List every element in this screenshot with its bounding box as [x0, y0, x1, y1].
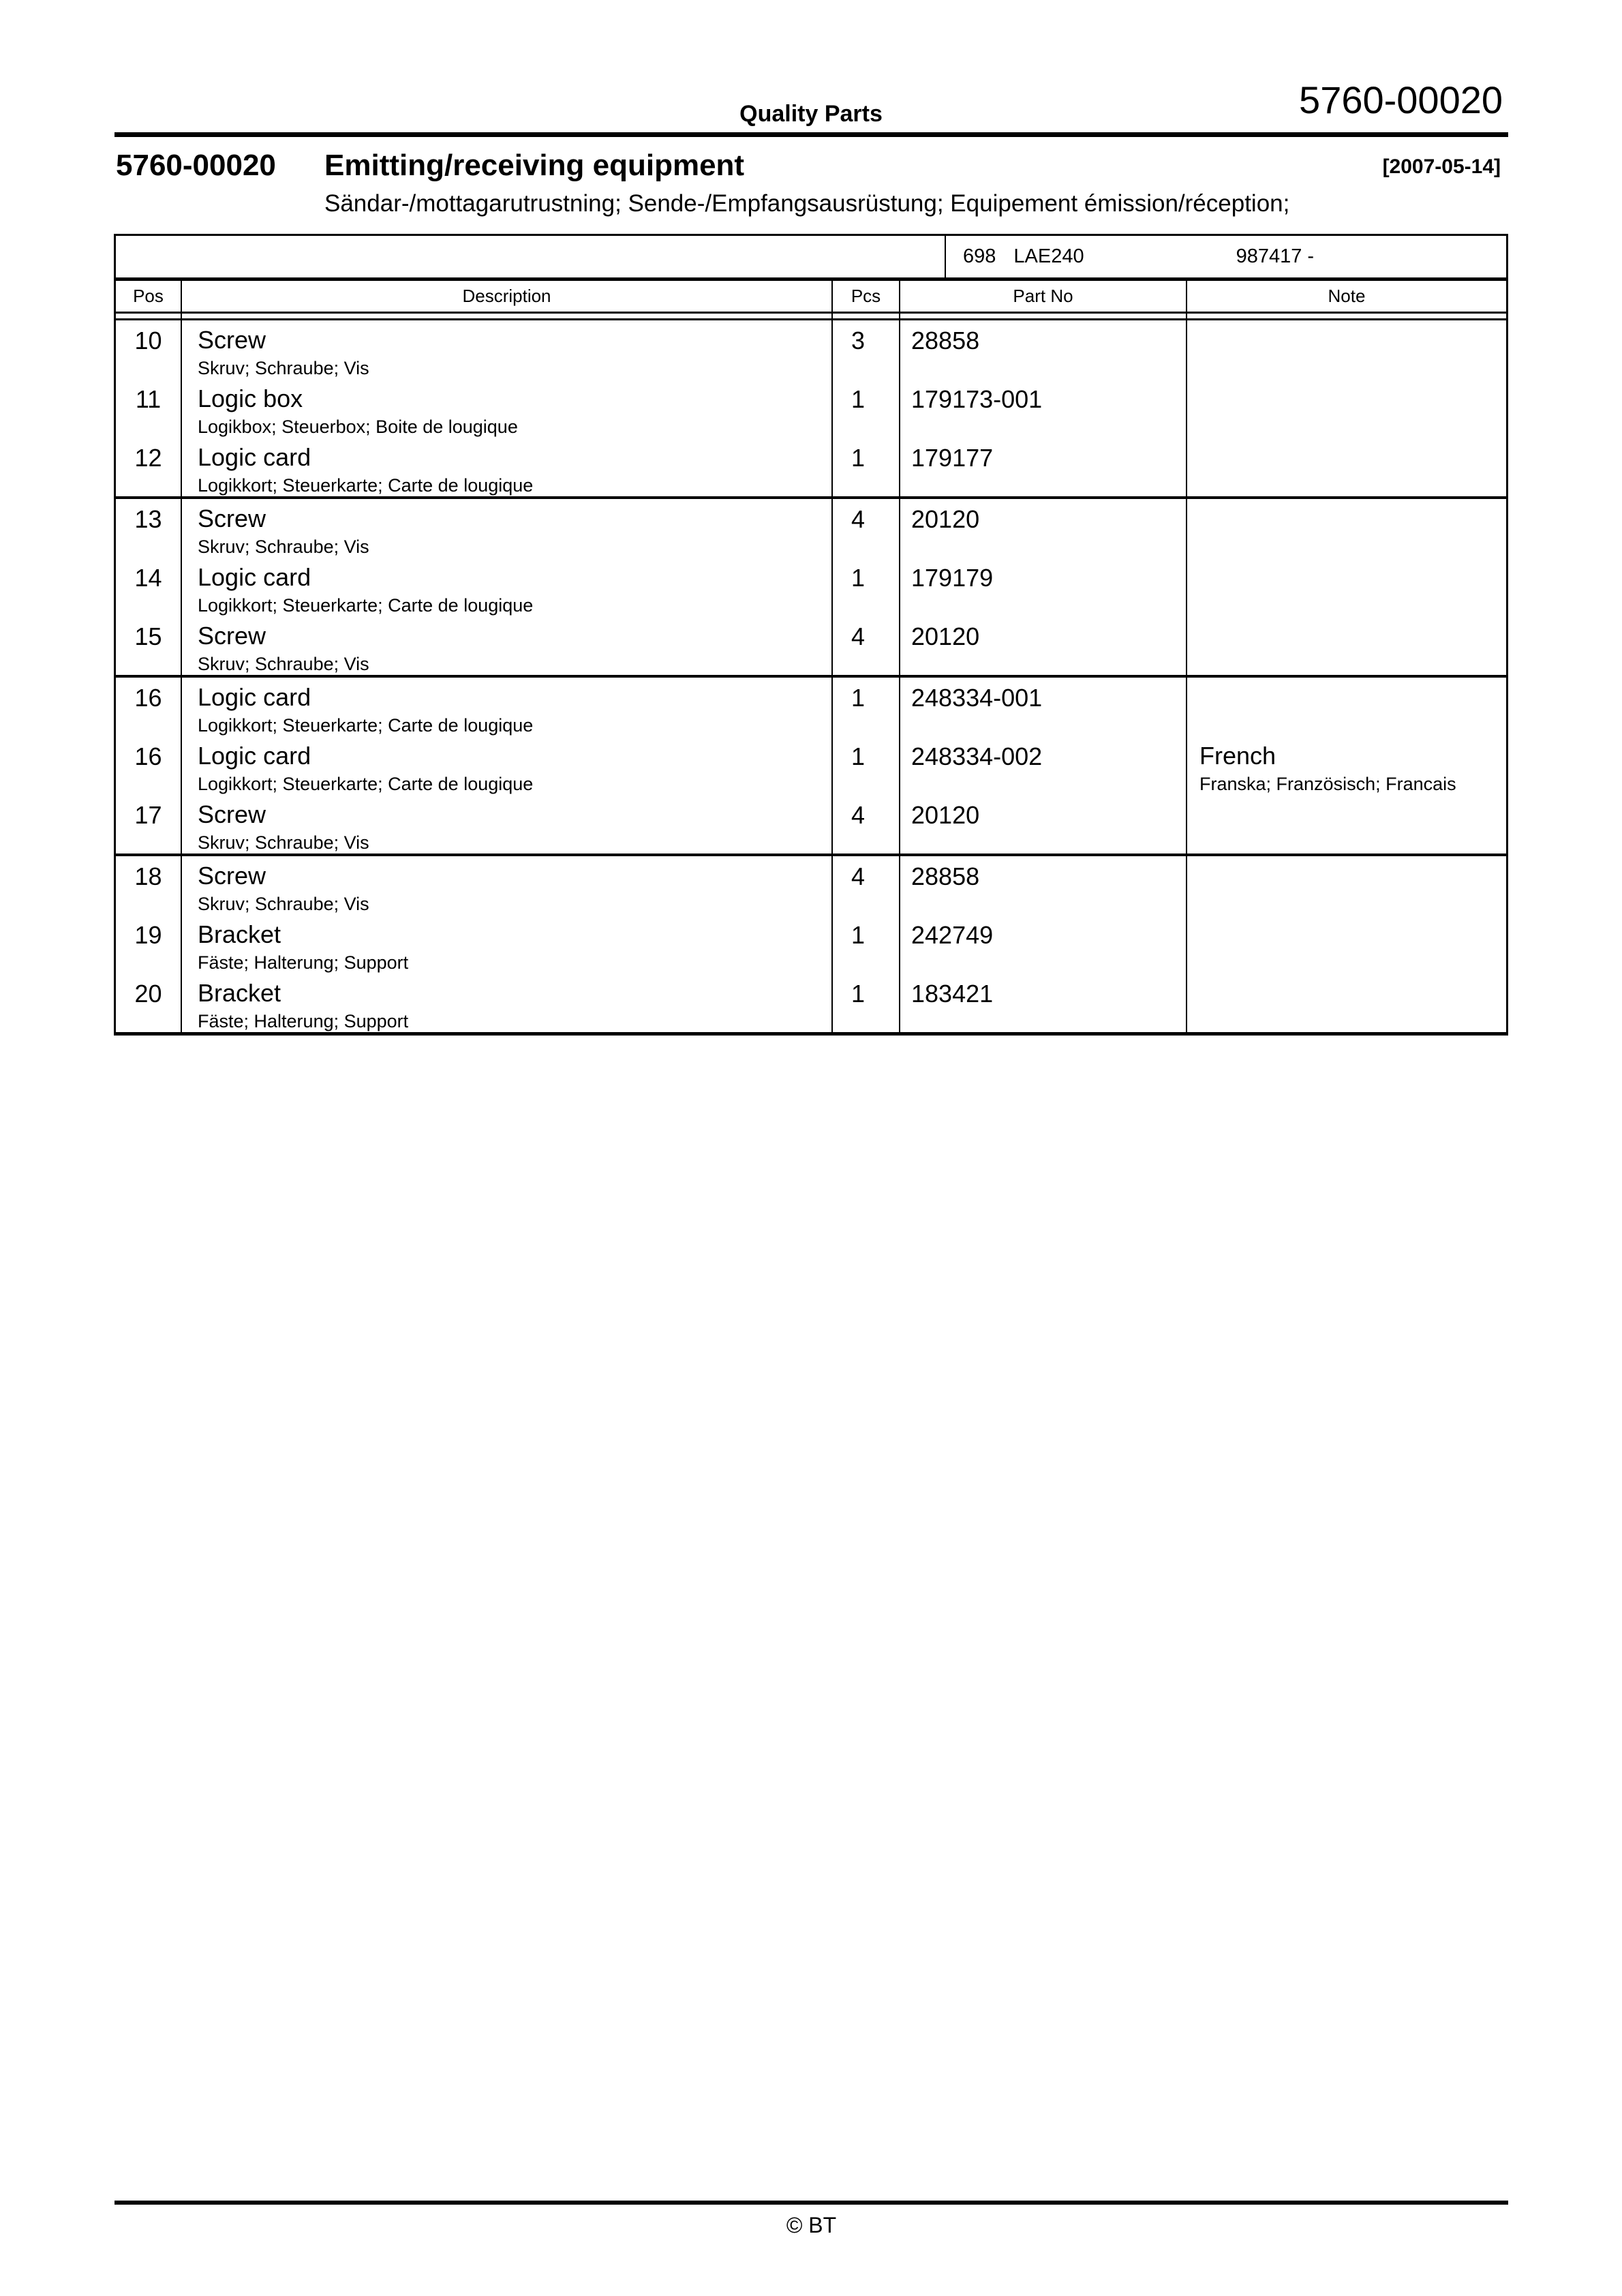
- row-pos: 16: [116, 678, 182, 736]
- table-row: [116, 438, 1506, 496]
- column-header-note: Note: [1328, 286, 1366, 306]
- row-pcs: 4: [833, 856, 900, 915]
- table-row: [116, 736, 1506, 795]
- row-description: Screw: [198, 504, 266, 532]
- row-description: Logic card: [198, 683, 311, 711]
- row-note-cell: [1187, 379, 1506, 438]
- row-description-cell: [182, 320, 833, 379]
- brand-title: Quality Parts: [739, 101, 883, 127]
- row-description-translations: Logikbox; Steuerbox; Boite de lougique: [198, 417, 518, 437]
- row-part-no: 20120: [900, 499, 1187, 558]
- row-description: Logic card: [198, 443, 311, 471]
- row-description: Bracket: [198, 920, 281, 948]
- model-code: LAE240: [1013, 245, 1084, 267]
- header-rule: [114, 132, 1508, 137]
- row-description-cell: [182, 795, 833, 854]
- row-group: [116, 320, 1506, 499]
- row-note-cell: [1187, 320, 1506, 379]
- row-description-translations: Logikkort; Steuerkarte; Carte de lougique: [198, 475, 534, 496]
- row-note-cell: [1187, 736, 1506, 795]
- table-row: [116, 558, 1506, 616]
- row-pos: 20: [116, 973, 182, 1032]
- row-description: Screw: [198, 622, 266, 650]
- row-note-cell: [1187, 915, 1506, 973]
- row-description: Screw: [198, 862, 266, 890]
- row-pos: 19: [116, 915, 182, 973]
- row-pos: 18: [116, 856, 182, 915]
- row-pcs: 1: [833, 736, 900, 795]
- page-title: Emitting/receiving equipment: [324, 149, 745, 182]
- row-description-cell: [182, 736, 833, 795]
- row-note-translations: Franska; Französisch; Francais: [1199, 774, 1456, 794]
- table-row: [116, 856, 1506, 915]
- column-header-part-no: Part No: [900, 281, 1187, 312]
- row-part-no: 179179: [900, 558, 1187, 616]
- row-part-no: 28858: [900, 320, 1187, 379]
- row-group: [116, 499, 1506, 678]
- row-pcs: 4: [833, 499, 900, 558]
- row-pcs: 1: [833, 379, 900, 438]
- table-row: [116, 379, 1506, 438]
- double-rule-spacer: [116, 314, 1506, 320]
- row-description-translations: Fäste; Halterung; Support: [198, 1011, 409, 1031]
- row-description-translations: Skruv; Schraube; Vis: [198, 537, 369, 557]
- table-row: [116, 499, 1506, 558]
- row-note-cell: [1187, 856, 1506, 915]
- row-description-cell: [182, 856, 833, 915]
- row-description: Bracket: [198, 979, 281, 1007]
- row-note-cell: [1187, 499, 1506, 558]
- row-note-cell: [1187, 973, 1506, 1032]
- column-header-pcs: Pcs: [833, 281, 900, 312]
- row-description: Screw: [198, 800, 266, 828]
- row-description-cell: [182, 678, 833, 736]
- row-note-cell: [1187, 558, 1506, 616]
- row-description: Logic box: [198, 384, 303, 412]
- row-pcs: 4: [833, 795, 900, 854]
- row-pcs: 1: [833, 438, 900, 496]
- model-band: [116, 236, 1506, 281]
- row-description-translations: Skruv; Schraube; Vis: [198, 832, 369, 853]
- row-pos: 14: [116, 558, 182, 616]
- row-pcs: 1: [833, 678, 900, 736]
- row-pos: 10: [116, 320, 182, 379]
- column-header-pos: Pos: [116, 281, 182, 312]
- row-description-translations: Skruv; Schraube; Vis: [198, 894, 369, 914]
- row-pos: 12: [116, 438, 182, 496]
- revision-date: [2007-05-14]: [1382, 155, 1501, 178]
- row-group: [116, 856, 1506, 1032]
- serial-range: 987417 -: [1236, 245, 1315, 267]
- row-group: [116, 678, 1506, 856]
- row-description-translations: Fäste; Halterung; Support: [198, 952, 409, 973]
- row-description-cell: [182, 379, 833, 438]
- row-pos: 16: [116, 736, 182, 795]
- row-description-cell: [182, 438, 833, 496]
- row-description-translations: Logikkort; Steuerkarte; Carte de lougique: [198, 715, 534, 736]
- title-row: [116, 149, 1508, 187]
- row-pcs: 1: [833, 973, 900, 1032]
- column-header-description: Description: [182, 281, 833, 312]
- table-row: [116, 678, 1506, 736]
- model-band-empty-cell: [116, 236, 946, 277]
- row-part-no: 248334-001: [900, 678, 1187, 736]
- section-number: 5760-00020: [116, 149, 276, 182]
- column-header-row: [116, 281, 1506, 314]
- table-row: [116, 915, 1506, 973]
- row-description-cell: [182, 973, 833, 1032]
- series-code: 698: [963, 245, 996, 267]
- row-part-no: 242749: [900, 915, 1187, 973]
- footer-copyright: © BT: [786, 2213, 837, 2237]
- row-part-no: 20120: [900, 616, 1187, 675]
- row-part-no: 183421: [900, 973, 1187, 1032]
- row-note-cell: [1187, 438, 1506, 496]
- table-row: [116, 616, 1506, 675]
- row-pos: 13: [116, 499, 182, 558]
- row-pcs: 1: [833, 915, 900, 973]
- row-description: Screw: [198, 326, 266, 354]
- table-row: [116, 795, 1506, 854]
- title-translations: Sändar-/mottagarutrustning; Sende-/Empfangsausrüstung; Equipement émission/réception;: [324, 190, 1290, 217]
- row-description: Logic card: [198, 563, 311, 591]
- row-description: Logic card: [198, 742, 311, 770]
- row-part-no: 179177: [900, 438, 1187, 496]
- row-part-no: 248334-002: [900, 736, 1187, 795]
- row-description-translations: Skruv; Schraube; Vis: [198, 654, 369, 674]
- row-part-no: 179173-001: [900, 379, 1187, 438]
- row-description-cell: [182, 499, 833, 558]
- row-note-cell: [1187, 678, 1506, 736]
- row-note-cell: [1187, 795, 1506, 854]
- row-description-cell: [182, 558, 833, 616]
- row-pos: 15: [116, 616, 182, 675]
- row-description-cell: [182, 915, 833, 973]
- row-pcs: 1: [833, 558, 900, 616]
- table-row: [116, 973, 1506, 1032]
- row-note: French: [1199, 742, 1276, 770]
- row-description-cell: [182, 616, 833, 675]
- row-pcs: 4: [833, 616, 900, 675]
- parts-table: [114, 234, 1508, 1036]
- row-description-translations: Logikkort; Steuerkarte; Carte de lougique: [198, 774, 534, 794]
- model-info: [946, 236, 1506, 277]
- row-description-translations: Skruv; Schraube; Vis: [198, 358, 369, 378]
- row-description-translations: Logikkort; Steuerkarte; Carte de lougique: [198, 595, 534, 616]
- table-row: [116, 320, 1506, 379]
- row-pos: 17: [116, 795, 182, 854]
- row-pos: 11: [116, 379, 182, 438]
- row-part-no: 20120: [900, 795, 1187, 854]
- row-part-no: 28858: [900, 856, 1187, 915]
- row-note-cell: [1187, 616, 1506, 675]
- document-number-top: 5760-00020: [1299, 78, 1503, 121]
- footer-rule: [114, 2201, 1508, 2205]
- row-pcs: 3: [833, 320, 900, 379]
